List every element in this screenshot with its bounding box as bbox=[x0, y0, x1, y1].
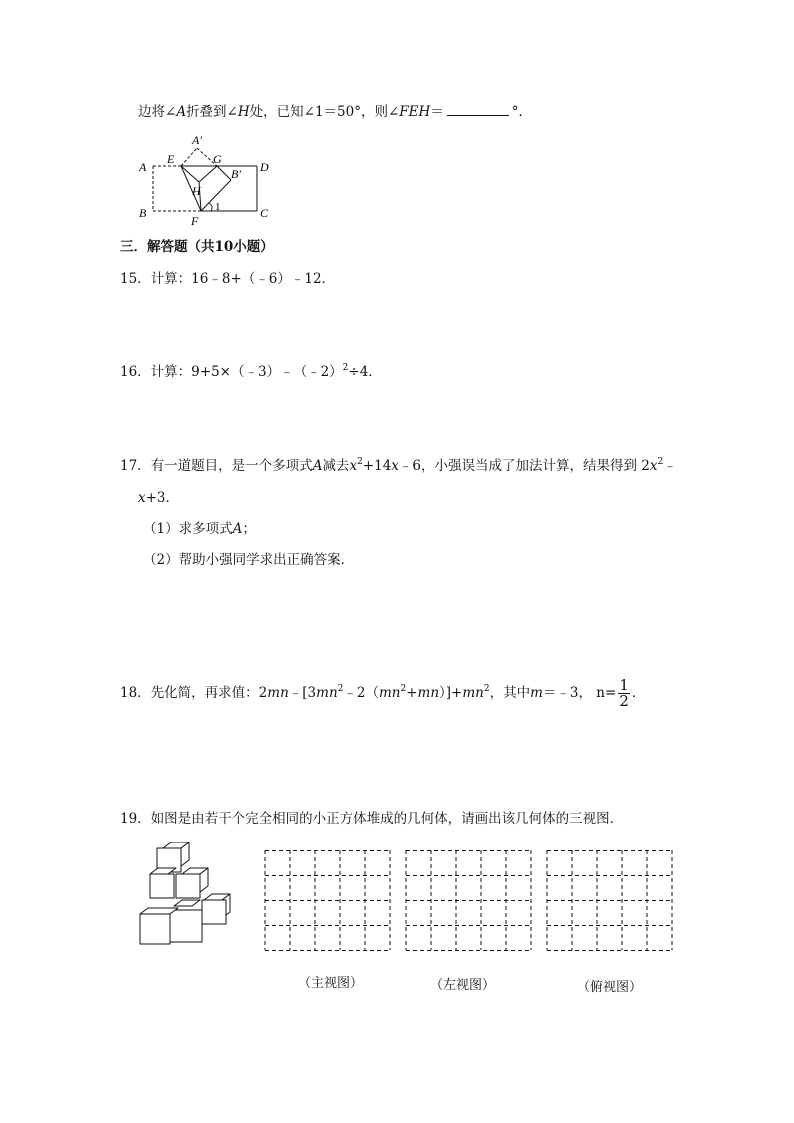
fig-label: H bbox=[192, 184, 201, 198]
top-view-grid[interactable] bbox=[546, 850, 674, 951]
left-view-grid[interactable] bbox=[405, 850, 533, 951]
fig-label: B bbox=[139, 206, 147, 220]
fig-label: B′ bbox=[231, 167, 241, 181]
answer-blank[interactable] bbox=[447, 103, 509, 116]
fig-label: 1 bbox=[215, 201, 221, 213]
section-heading: 三．解答题（共10小题） bbox=[120, 239, 274, 255]
fig-label: A′ bbox=[192, 133, 202, 147]
fig-label: C bbox=[260, 206, 269, 220]
cube-stack-figure bbox=[138, 842, 244, 946]
fold-figure bbox=[135, 130, 285, 230]
question-19: 19．如图是由若干个完全相同的小正方体堆成的几何体，请画出该几何体的三视图． bbox=[120, 811, 624, 827]
question-17-line1: 17．有一道题目，是一个多项式A减去$x^2+14x﹣6$，小强误当成了加法计算，结果得到 $2x^2﹣$ bbox=[120, 457, 677, 474]
front-view-grid[interactable] bbox=[264, 850, 392, 951]
fig-label: A bbox=[139, 160, 147, 174]
left-view-caption: （左视图） bbox=[430, 978, 496, 993]
question-17-line2: x+3． bbox=[138, 490, 180, 506]
question-17-part1: （1）求多项式A； bbox=[143, 521, 256, 537]
fig-label: D bbox=[260, 160, 269, 174]
fig-label: E bbox=[167, 152, 175, 166]
front-view-caption: （主视图） bbox=[298, 976, 364, 991]
question-16: 16．计算：9+5×（﹣3）﹣（﹣2）$^2$÷4． bbox=[120, 363, 382, 380]
fig-label: G bbox=[213, 152, 222, 166]
fraction-one-half: $\frac{1}{2}$ bbox=[619, 676, 629, 710]
q14-tail-line: 边将∠A折叠到∠H处，已知∠1＝50°，则∠FEH＝ °． bbox=[138, 104, 533, 120]
question-18: 18．先化简，再求值：$2mn﹣[3mn^2﹣2(mn^2+mn)]+mn^2$，其中m＝﹣3， n= $\frac{1}{2}$ ． bbox=[120, 676, 646, 710]
top-view-caption: （俯视图） bbox=[577, 980, 643, 995]
question-15: 15．计算：16﹣8+（﹣6）﹣12． bbox=[120, 271, 336, 287]
fig-label: F bbox=[191, 214, 199, 228]
question-17-part2: （2）帮助小强同学求出正确答案． bbox=[143, 552, 355, 568]
